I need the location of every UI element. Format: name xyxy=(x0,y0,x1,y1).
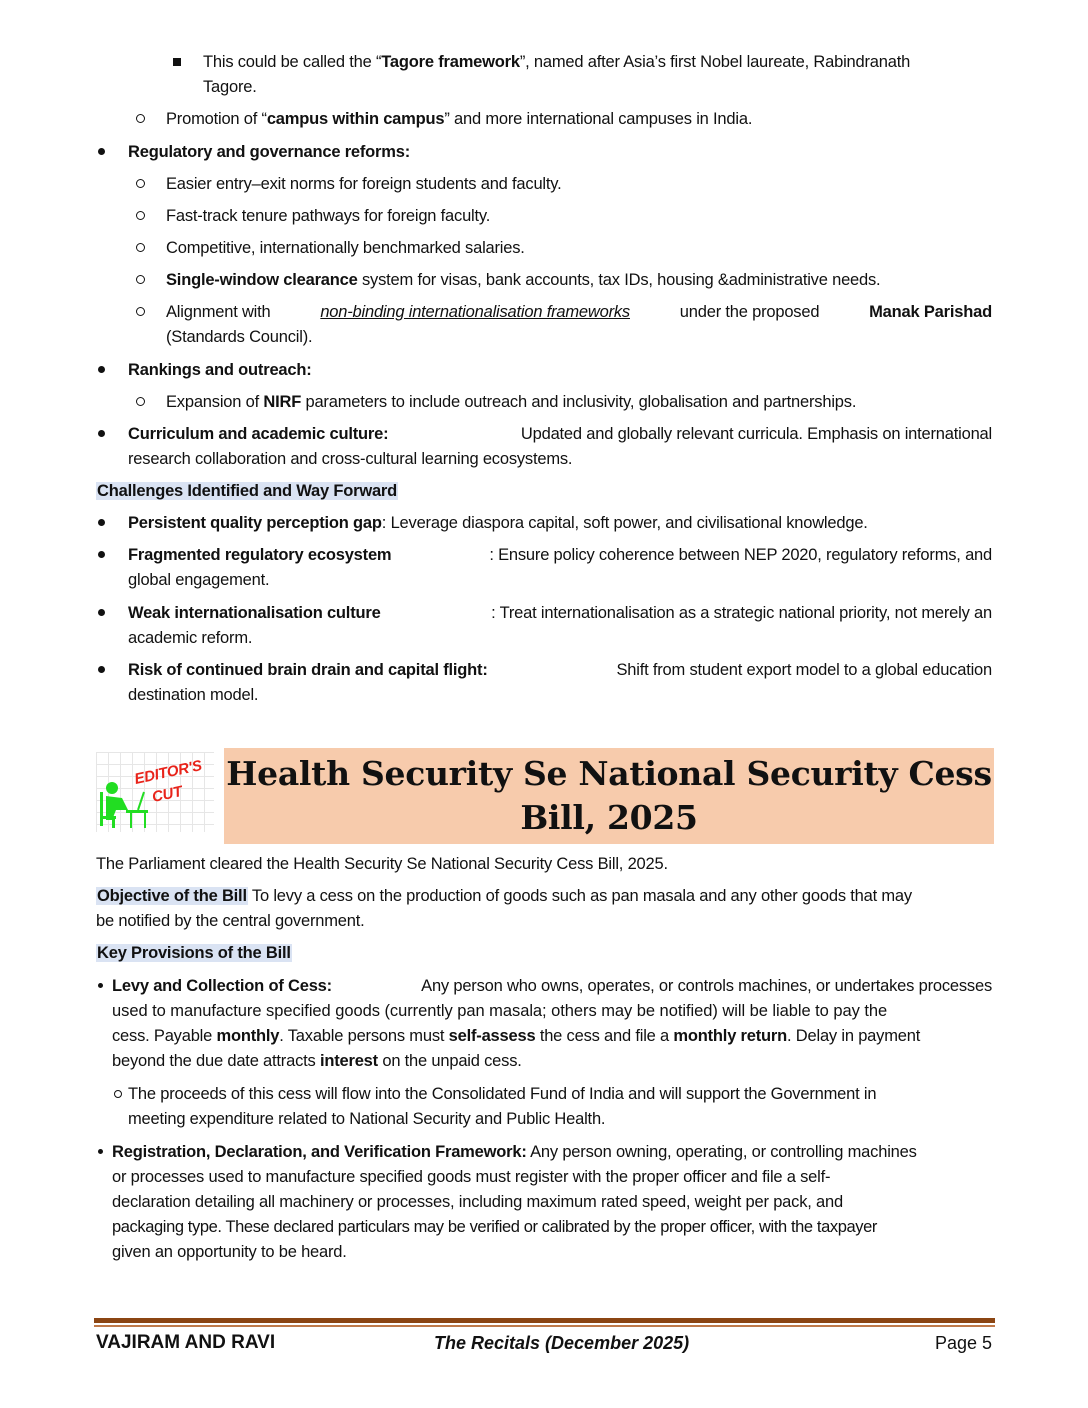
editors-cut-badge xyxy=(96,752,214,832)
circle-bullet-icon xyxy=(136,397,145,406)
challenge-item: Risk of continued brain drain and capital flight: Shift from student export model to a global education destination model. xyxy=(128,661,992,704)
article-intro: The Parliament cleared the Health Security Se National Security Cess Bill, 2025. xyxy=(96,855,668,873)
challenges-heading: Challenges Identified and Way Forward xyxy=(97,482,398,500)
list-item: Alignment with non-binding internationalisation frameworks under the proposed Manak Parishad (Standards Council). xyxy=(166,300,992,350)
registration-item: Registration, Declaration, and Verification Framework: Any person owning, operating, or controlling machines or processes used to manufacture specified goods must register with the proper officer and file a self- declaration detailing all machinery or processes, including maximum rated speed, weight per pack, and packaging type. These declared particulars may be verified or calibrated by the proper officer, with the taxpayer given an opportunity to be heard. xyxy=(112,1143,917,1261)
circle-bullet-icon xyxy=(136,275,145,284)
bullet-icon xyxy=(98,366,105,373)
bullet-icon xyxy=(98,1149,103,1154)
page-number: Page 5 xyxy=(934,1333,992,1353)
badge-text: CUT xyxy=(150,783,184,806)
list-item: Competitive, internationally benchmarked salaries. xyxy=(166,239,525,257)
circle-bullet-icon xyxy=(136,211,145,220)
badge-text: EDITOR'S xyxy=(132,757,204,788)
provisions-heading: Key Provisions of the Bill xyxy=(97,944,291,962)
footer-rule xyxy=(94,1318,995,1323)
circle-bullet-icon xyxy=(136,243,145,252)
article-title: Health Security Se National Security Cess Bill, 2025 xyxy=(224,748,994,844)
list-item: Expansion of NIRF parameters to include outreach and inclusivity, globalisation and partnerships. xyxy=(166,393,857,411)
publication-title: The Recitals (December 2025) xyxy=(434,1333,690,1353)
publisher-name: VAJIRAM AND RAVI xyxy=(96,1332,276,1353)
challenge-item: Fragmented regulatory ecosystem : Ensure policy coherence between NEP 2020, regulatory reforms, and global engagement. xyxy=(128,546,992,589)
bullet-icon xyxy=(98,666,105,673)
list-item: Single-window clearance system for visas, bank accounts, tax IDs, housing &administrative needs. xyxy=(166,271,881,289)
bullet-icon xyxy=(98,983,103,988)
levy-subitem: The proceeds of this cess will flow into the Consolidated Fund of India and will support the Government in meeting expenditure related to National Security and Public Health. xyxy=(128,1085,877,1128)
circle-bullet-icon xyxy=(114,1090,122,1098)
challenge-item: Persistent quality perception gap: Leverage diaspora capital, soft power, and civilisational knowledge. xyxy=(128,514,868,532)
circle-bullet-icon xyxy=(136,307,145,316)
levy-item: Levy and Collection of Cess: Any person who owns, operates, or controls machines, or undertakes processes used to manufacture specified goods (currently pan masala; others may be notified) will be liable to pay the cess. Payable monthly. Taxable persons must self-assess the cess and file a monthly return. Delay in payment beyond the due date attracts interest on the unpaid cess. xyxy=(112,977,992,1070)
curriculum-item: Curriculum and academic culture: Updated and globally relevant curricula. Emphasis on international research collaboration and cross-cultural learning ecosystems. xyxy=(128,425,992,468)
bullet-icon xyxy=(98,148,105,155)
objective-paragraph: Objective of the Bill To levy a cess on the production of goods such as pan masala and any other goods that may be notified by the central government. xyxy=(96,887,912,930)
regulatory-heading: Regulatory and governance reforms: xyxy=(128,143,411,161)
bullet-icon xyxy=(98,430,105,437)
tagore-item: This could be called the “Tagore framework”, named after Asia’s first Nobel laureate, Rabindranath Tagore. xyxy=(203,53,911,96)
frameworks-link[interactable]: non-binding internationalisation frameworks xyxy=(320,303,630,321)
page-footer xyxy=(96,1331,992,1357)
challenge-item: Weak internationalisation culture : Treat internationalisation as a strategic national priority, not merely an academic reform. xyxy=(128,604,992,647)
circle-bullet-icon xyxy=(136,179,145,188)
circle-bullet-icon xyxy=(136,114,145,123)
list-item: Easier entry–exit norms for foreign students and faculty. xyxy=(166,175,562,193)
bullet-icon xyxy=(98,519,105,526)
square-bullet-icon xyxy=(173,58,181,66)
rankings-heading: Rankings and outreach: xyxy=(128,361,312,379)
bullet-icon xyxy=(98,609,105,616)
footer-rule-thin xyxy=(94,1325,995,1327)
campus-item: Promotion of “campus within campus” and more international campuses in India. xyxy=(166,110,753,128)
list-item: Fast-track tenure pathways for foreign faculty. xyxy=(166,207,491,225)
bullet-icon xyxy=(98,551,105,558)
